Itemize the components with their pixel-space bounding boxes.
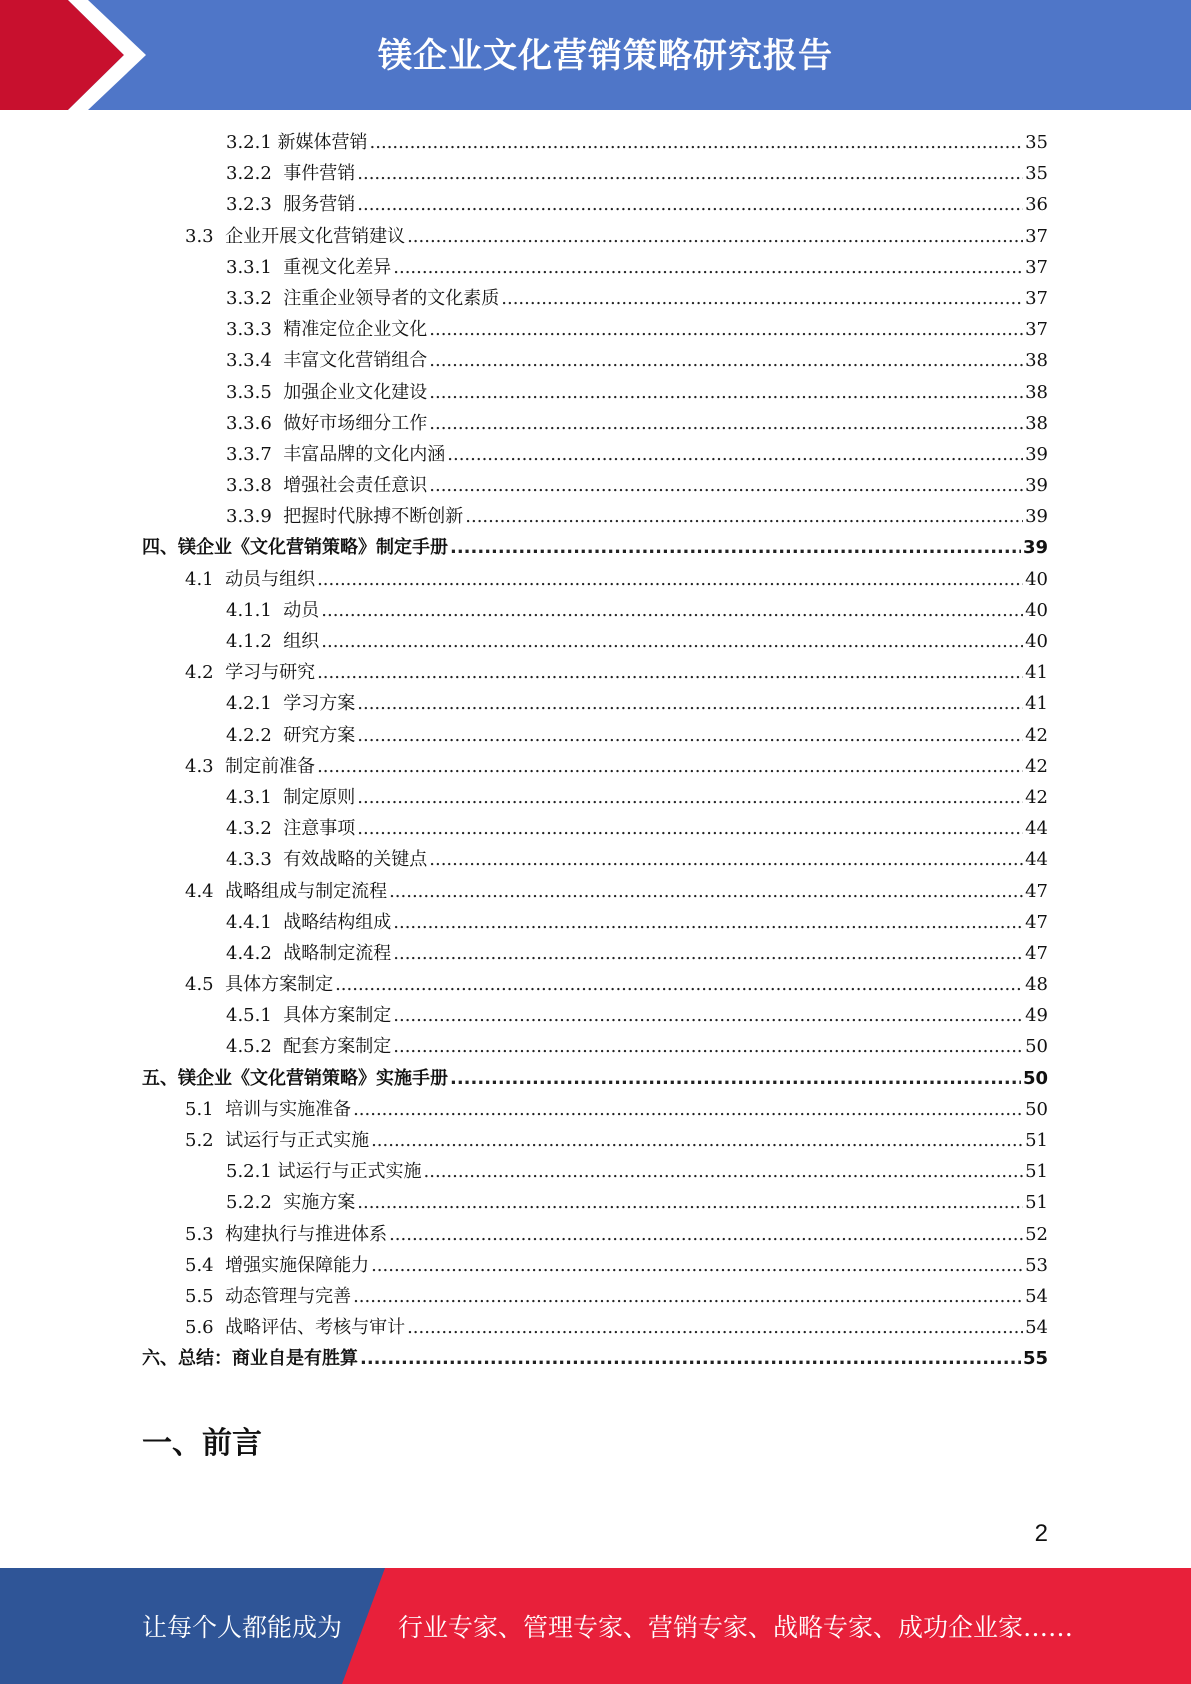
toc-entry-title: 动员与组织 — [225, 568, 316, 590]
toc-entry-title: 重视文化差异 — [283, 256, 392, 278]
toc-dot-leader — [407, 221, 1023, 252]
toc-entry-page: 51 — [1025, 1192, 1048, 1214]
report-title: 镁企业文化营销策略研究报告 — [378, 36, 833, 76]
toc-dot-leader — [450, 532, 1021, 563]
toc-entry-title: 制定前准备 — [225, 755, 316, 777]
toc-entry[interactable] — [0, 876, 1048, 907]
toc-entry[interactable] — [0, 314, 1048, 345]
toc-entry[interactable] — [0, 626, 1048, 657]
toc-entry-number: 3.3.1 — [226, 256, 284, 278]
toc-dot-leader — [407, 1312, 1023, 1343]
toc-dot-leader — [317, 751, 1023, 782]
toc-dot-leader — [429, 377, 1023, 408]
toc-entry-title: 构建执行与推进体系 — [225, 1223, 388, 1245]
toc-entry-number: 3.3.4 — [226, 350, 284, 372]
toc-entry-page: 52 — [1025, 1223, 1048, 1245]
toc-entry-number: 3.3.7 — [226, 443, 284, 465]
toc-entry-page: 38 — [1025, 350, 1048, 372]
toc-entry-number: 4.1.1 — [226, 599, 284, 621]
toc-entry-page: 51 — [1025, 1130, 1048, 1151]
toc-entry-number: 4.3.2 — [226, 818, 284, 840]
toc-entry-page: 53 — [1025, 1254, 1048, 1276]
toc-entry-title: 学习方案 — [283, 693, 356, 715]
toc-entry[interactable] — [0, 252, 1048, 283]
toc-dot-leader — [429, 470, 1023, 501]
toc-entry-page: 44 — [1025, 849, 1048, 871]
footer-slogan-right: 行业专家、管理专家、营销专家、战略专家、成功企业家…… — [398, 1613, 1074, 1642]
toc-entry-page: 37 — [1025, 225, 1048, 247]
toc-entry[interactable] — [0, 782, 1048, 813]
toc-entry-number: 3.3.8 — [226, 475, 284, 497]
toc-entry[interactable] — [0, 1000, 1048, 1031]
toc-entry-number: 4.3.3 — [226, 849, 284, 871]
toc-entry-number: 4.4.1 — [226, 911, 284, 933]
toc-entry-number: 4.3.1 — [226, 786, 284, 808]
toc-dot-leader — [357, 189, 1023, 220]
toc-entry-title: 丰富文化营销组合 — [283, 350, 428, 372]
toc-entry[interactable] — [0, 1125, 1048, 1156]
toc-entry-title: 学习与研究 — [225, 662, 316, 684]
toc-entry-number: 5.1 — [185, 1098, 226, 1120]
toc-entry[interactable] — [0, 688, 1048, 719]
toc-entry-number: 5.2.1 — [226, 1161, 278, 1183]
toc-entry[interactable] — [0, 844, 1048, 875]
toc-entry-page: 47 — [1025, 880, 1048, 902]
toc-dot-leader — [317, 657, 1023, 688]
toc-entry[interactable] — [0, 221, 1048, 252]
toc-entry-title: 试运行与正式实施 — [225, 1130, 370, 1151]
toc-entry[interactable] — [0, 470, 1048, 501]
toc-entry-number: 4.3 — [185, 755, 226, 777]
toc-dot-leader — [371, 1250, 1023, 1281]
toc-entry-page: 39 — [1025, 443, 1048, 465]
toc-entry-page: 38 — [1025, 381, 1048, 403]
toc-dot-leader — [353, 1094, 1023, 1125]
toc-entry-number: 4.2.1 — [226, 693, 284, 715]
toc-entry-page: 37 — [1025, 287, 1048, 309]
toc-dot-leader — [429, 345, 1023, 376]
toc-dot-leader — [429, 408, 1023, 439]
toc-entry-title: 总结：商业自是有胜算 — [178, 1348, 358, 1370]
toc-entry-number: 4.4 — [185, 880, 226, 902]
toc-entry-title: 战略组成与制定流程 — [225, 880, 388, 902]
toc-entry-number: 5.6 — [185, 1317, 226, 1339]
toc-entry[interactable] — [0, 1031, 1048, 1062]
toc-dot-leader — [465, 501, 1023, 532]
toc-entry-page: 47 — [1025, 911, 1048, 933]
toc-entry-number: 4.5 — [185, 974, 226, 996]
toc-entry-title: 具体方案制定 — [225, 974, 334, 996]
toc-entry-page: 36 — [1025, 194, 1048, 216]
footer-slogan-left: 让每个人都能成为 — [142, 1613, 343, 1642]
toc-entry-title: 动态管理与完善 — [225, 1285, 352, 1307]
toc-entry-number: 3.2.2 — [226, 163, 284, 185]
toc-dot-leader — [357, 1187, 1023, 1218]
toc-entry-title: 配套方案制定 — [283, 1036, 392, 1058]
toc-dot-leader — [357, 158, 1023, 189]
toc-entry[interactable] — [0, 595, 1048, 626]
toc-entry-title: 增强社会责任意识 — [283, 475, 428, 497]
toc-entry-page: 40 — [1025, 631, 1048, 652]
toc-entry[interactable] — [0, 1156, 1048, 1187]
toc-entry-page: 39 — [1025, 475, 1048, 497]
toc-entry-number: 4.2 — [185, 662, 226, 684]
toc-dot-leader — [393, 1000, 1023, 1031]
toc-entry-page: 35 — [1025, 132, 1048, 153]
toc-dot-leader — [357, 782, 1023, 813]
toc-entry[interactable] — [0, 1312, 1048, 1343]
toc-dot-leader — [389, 876, 1023, 907]
toc-entry[interactable] — [0, 751, 1048, 782]
toc-entry-page: 48 — [1025, 974, 1048, 996]
toc-entry[interactable] — [0, 1281, 1048, 1312]
toc-entry-title: 新媒体营销 — [277, 132, 368, 153]
toc-dot-leader — [357, 813, 1023, 844]
section-heading: 一、前言 — [142, 1426, 262, 1461]
toc-entry-title: 有效战略的关键点 — [283, 849, 428, 871]
toc-entry-number: 3.2.3 — [226, 194, 284, 216]
toc-entry-number: 3.3.3 — [226, 319, 284, 341]
toc-entry-number: 五、 — [142, 1067, 178, 1089]
toc-entry-number: 5.5 — [185, 1285, 226, 1307]
toc-entry[interactable] — [0, 969, 1048, 1000]
toc-entry[interactable] — [0, 1187, 1048, 1218]
toc-entry[interactable] — [0, 501, 1048, 532]
toc-dot-leader — [335, 969, 1023, 1000]
toc-entry[interactable] — [0, 283, 1048, 314]
toc-entry[interactable] — [0, 1250, 1048, 1281]
toc-entry-title: 增强实施保障能力 — [225, 1254, 370, 1276]
toc-dot-leader — [393, 907, 1023, 938]
toc-entry-number: 六、 — [142, 1348, 178, 1370]
toc-entry-title: 制定原则 — [283, 786, 356, 808]
toc-entry-number: 3.3.6 — [226, 412, 284, 434]
toc-entry-number: 4.5.1 — [226, 1005, 284, 1027]
toc-entry-page: 44 — [1025, 818, 1048, 840]
toc-dot-leader — [393, 252, 1023, 283]
toc-dot-leader — [393, 1031, 1023, 1062]
toc-entry-title: 镁企业《文化营销策略》制定手册 — [178, 537, 448, 559]
toc-entry[interactable] — [0, 377, 1048, 408]
toc-entry-title: 动员 — [283, 599, 320, 621]
toc-entry-number: 5.4 — [185, 1254, 226, 1276]
toc-entry-title: 丰富品牌的文化内涵 — [283, 443, 446, 465]
toc-entry-title: 战略结构组成 — [283, 911, 392, 933]
toc-dot-leader — [360, 1343, 1021, 1374]
toc-entry[interactable] — [0, 938, 1048, 969]
toc-entry-page: 54 — [1025, 1317, 1048, 1339]
toc-entry-number: 5.2 — [185, 1130, 226, 1151]
toc-entry-page: 35 — [1025, 163, 1048, 185]
toc-entry-number: 4.2.2 — [226, 724, 284, 746]
toc-dot-leader — [321, 626, 1023, 657]
toc-dot-leader — [371, 1125, 1023, 1156]
toc-entry-page: 42 — [1025, 724, 1048, 746]
toc-entry[interactable] — [0, 127, 1048, 158]
toc-entry-title: 注意事项 — [283, 818, 356, 840]
toc-entry[interactable] — [0, 439, 1048, 470]
toc-entry-page: 39 — [1025, 506, 1048, 528]
toc-dot-leader — [353, 1281, 1023, 1312]
toc-entry-title: 事件营销 — [283, 163, 356, 185]
toc-entry[interactable] — [0, 907, 1048, 938]
toc-entry-title: 研究方案 — [283, 724, 356, 746]
toc-entry[interactable] — [0, 657, 1048, 688]
toc-entry-number: 3.3.2 — [226, 287, 284, 309]
page-header — [0, 0, 1191, 110]
toc-entry-page: 50 — [1025, 1036, 1048, 1058]
toc-entry-page: 51 — [1025, 1161, 1048, 1183]
toc-entry[interactable] — [0, 189, 1048, 220]
toc-entry[interactable] — [0, 158, 1048, 189]
toc-entry-title: 组织 — [283, 631, 320, 652]
toc-entry-number: 4.5.2 — [226, 1036, 284, 1058]
toc-entry-title: 战略制定流程 — [283, 942, 392, 964]
toc-entry-page: 41 — [1025, 693, 1048, 715]
toc-entry-number: 四、 — [142, 537, 178, 559]
toc-entry-number: 3.3.9 — [226, 506, 284, 528]
toc-entry-title: 培训与实施准备 — [225, 1098, 352, 1120]
toc-dot-leader — [357, 688, 1023, 719]
toc-entry[interactable] — [0, 813, 1048, 844]
toc-dot-leader — [501, 283, 1023, 314]
toc-entry-page: 50 — [1025, 1098, 1048, 1120]
toc-entry-page: 42 — [1025, 755, 1048, 777]
toc-entry-number: 5.3 — [185, 1223, 226, 1245]
toc-dot-leader — [393, 938, 1023, 969]
toc-entry-page: 37 — [1025, 256, 1048, 278]
toc-entry-number: 3.2.1 — [226, 132, 278, 153]
toc-entry[interactable] — [0, 1343, 1048, 1374]
toc-entry-title: 精准定位企业文化 — [283, 319, 428, 341]
toc-entry-title: 注重企业领导者的文化素质 — [283, 287, 500, 309]
toc-entry-page: 55 — [1022, 1348, 1048, 1370]
toc-entry-title: 战略评估、考核与审计 — [225, 1317, 406, 1339]
toc-dot-leader — [317, 564, 1023, 595]
toc-entry-title: 试运行与正式实施 — [277, 1161, 422, 1183]
toc-entry-page: 49 — [1025, 1005, 1048, 1027]
page-footer — [0, 1568, 1191, 1684]
toc-dot-leader — [370, 127, 1024, 158]
toc-entry-page: 40 — [1025, 568, 1048, 590]
toc-dot-leader — [321, 595, 1023, 626]
toc-entry[interactable] — [0, 1219, 1048, 1250]
toc-entry-title: 加强企业文化建设 — [283, 381, 428, 403]
toc-entry-page: 50 — [1022, 1067, 1048, 1089]
page-number: 2 — [1034, 1520, 1048, 1547]
toc-entry-title: 实施方案 — [283, 1192, 356, 1214]
toc-entry[interactable] — [0, 408, 1048, 439]
toc-dot-leader — [357, 720, 1023, 751]
toc-entry-title: 服务营销 — [283, 194, 356, 216]
toc-entry[interactable] — [0, 1094, 1048, 1125]
toc-entry[interactable] — [0, 345, 1048, 376]
toc-entry[interactable] — [0, 720, 1048, 751]
table-of-contents — [0, 127, 1191, 1375]
toc-entry-page: 37 — [1025, 319, 1048, 341]
toc-entry-page: 54 — [1025, 1285, 1048, 1307]
toc-entry-number: 4.1 — [185, 568, 226, 590]
toc-entry-number: 4.1.2 — [226, 631, 284, 652]
toc-entry-page: 41 — [1025, 662, 1048, 684]
toc-entry-title: 镁企业《文化营销策略》实施手册 — [178, 1067, 448, 1089]
toc-entry-number: 4.4.2 — [226, 942, 284, 964]
toc-entry[interactable] — [0, 1063, 1048, 1094]
toc-entry-title: 做好市场细分工作 — [283, 412, 428, 434]
toc-entry[interactable] — [0, 564, 1048, 595]
toc-entry-page: 47 — [1025, 942, 1048, 964]
toc-entry-title: 把握时代脉搏不断创新 — [283, 506, 464, 528]
toc-entry-page: 40 — [1025, 599, 1048, 621]
toc-entry-title: 企业开展文化营销建议 — [225, 225, 406, 247]
toc-entry-page: 39 — [1022, 537, 1048, 559]
toc-entry-page: 38 — [1025, 412, 1048, 434]
toc-entry-number: 5.2.2 — [226, 1192, 284, 1214]
toc-dot-leader — [447, 439, 1023, 470]
toc-dot-leader — [429, 844, 1023, 875]
toc-dot-leader — [429, 314, 1023, 345]
toc-entry[interactable] — [0, 532, 1048, 563]
toc-dot-leader — [424, 1156, 1024, 1187]
toc-entry-number: 3.3 — [185, 225, 226, 247]
toc-dot-leader — [389, 1219, 1023, 1250]
toc-entry-page: 42 — [1025, 786, 1048, 808]
toc-dot-leader — [450, 1063, 1021, 1094]
toc-entry-title: 具体方案制定 — [283, 1005, 392, 1027]
toc-entry-number: 3.3.5 — [226, 381, 284, 403]
